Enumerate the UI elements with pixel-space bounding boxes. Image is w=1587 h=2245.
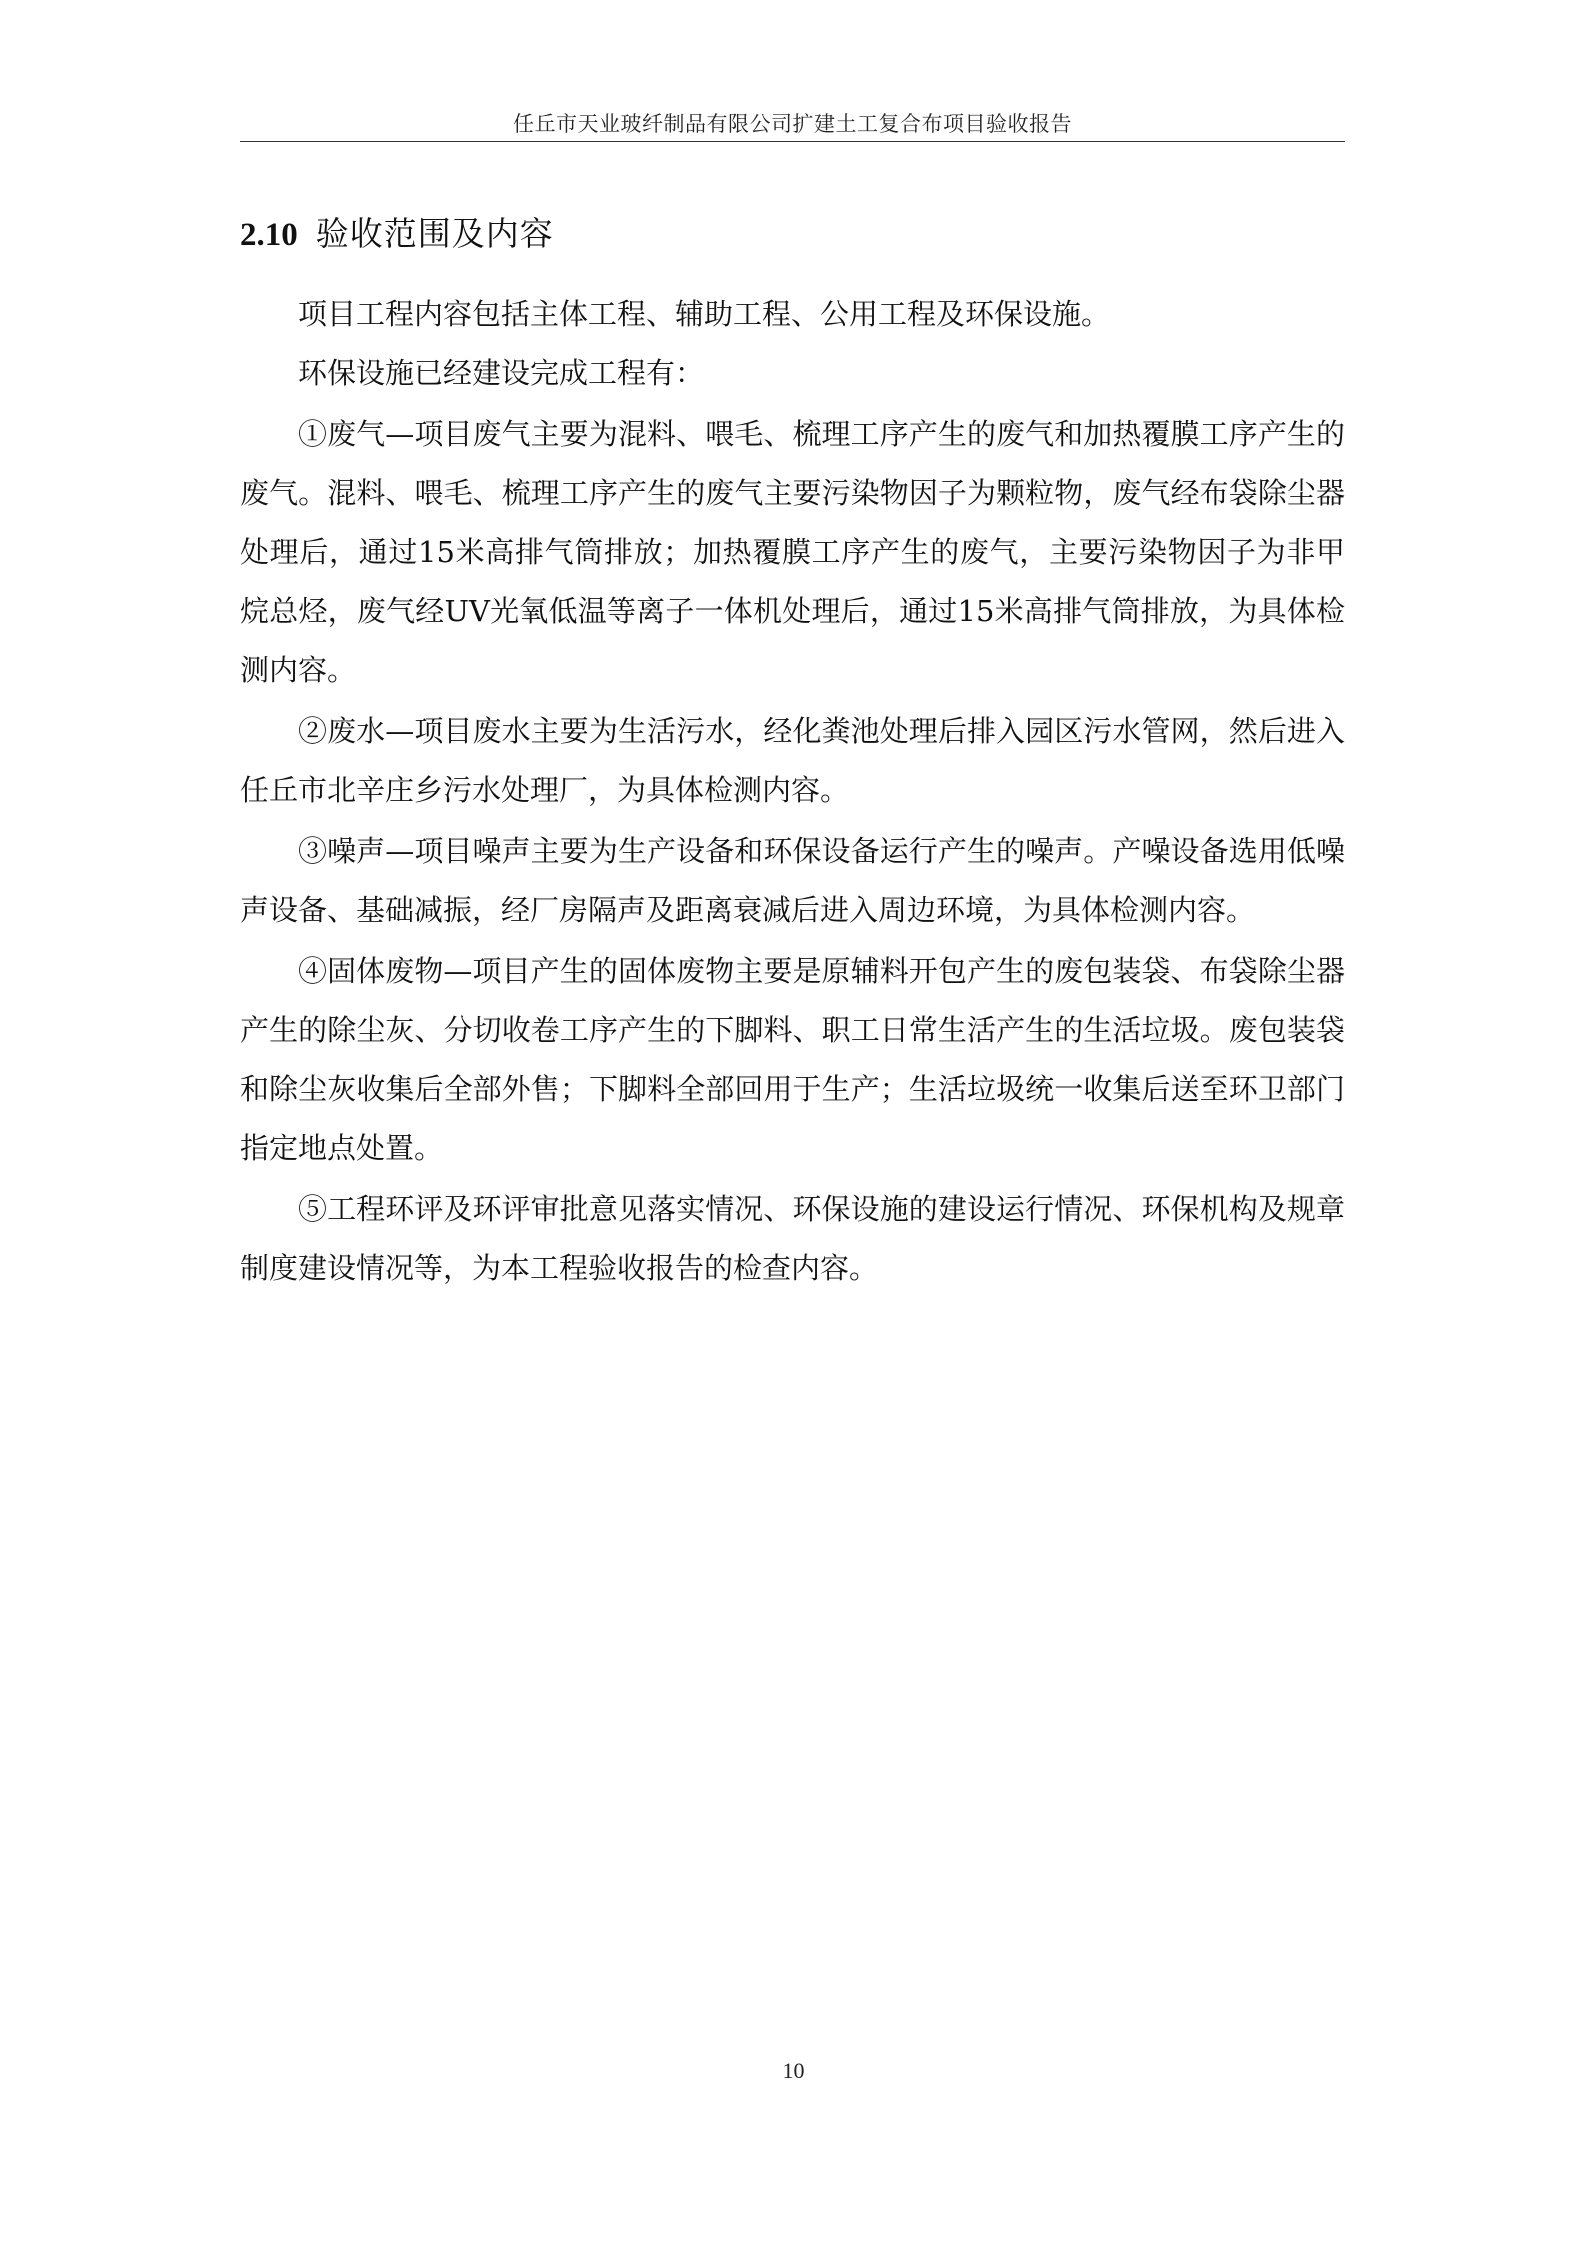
- paragraph-completed-facilities: 环保设施已经建设完成工程有：: [298, 356, 705, 390]
- header-divider: [240, 141, 1345, 142]
- paragraph-intro: 项目工程内容包括主体工程、辅助工程、公用工程及环保设施。: [298, 297, 1111, 331]
- section-title: 验收范围及内容: [315, 214, 554, 253]
- paragraph-solid-waste: ④固体废物—项目产生的固体废物主要是原辅料开包产生的废包装袋、布袋除尘器产生的除尘灰、分切收卷工序产生的下脚料、职工日常生活产生的生活垃圾。废包装袋和除尘灰收集后全部外售；下脚料全部回用于生产；生活垃圾统一收集后送至环卫部门指定地点处置。: [240, 954, 1345, 1165]
- page-header: 任丘市天业玻纤制品有限公司扩建土工复合布项目验收报告: [513, 112, 1072, 136]
- paragraph-exhaust-gas: ①废气—项目废气主要为混料、喂毛、梳理工序产生的废气和加热覆膜工序产生的废气。混料、喂毛、梳理工序产生的废气主要污染物因子为颗粒物，废气经布袋除尘器处理后，通过15米高排气筒排放；加热覆膜工序产生的废气，主要污染物因子为非甲烷总烃，废气经UV光氧低温等离子一体机处理后，通过15米高排气筒排放，为具体检测内容。: [240, 417, 1345, 687]
- section-heading: [240, 208, 554, 255]
- paragraph-inspection-scope: ⑤工程环评及环评审批意见落实情况、环保设施的建设运行情况、环保机构及规章制度建设情况等，为本工程验收报告的检查内容。: [240, 1192, 1345, 1285]
- page-number: 10: [782, 2058, 805, 2083]
- paragraph-wastewater: ②废水—项目废水主要为生活污水，经化粪池处理后排入园区污水管网，然后进入任丘市北辛庄乡污水处理厂，为具体检测内容。: [240, 714, 1345, 807]
- body-text: [240, 285, 1345, 1298]
- paragraph-noise: ③噪声—项目噪声主要为生产设备和环保设备运行产生的噪声。产噪设备选用低噪声设备、基础减振，经厂房隔声及距离衰减后进入周边环境，为具体检测内容。: [240, 834, 1345, 927]
- section-number: 2.10: [240, 217, 298, 253]
